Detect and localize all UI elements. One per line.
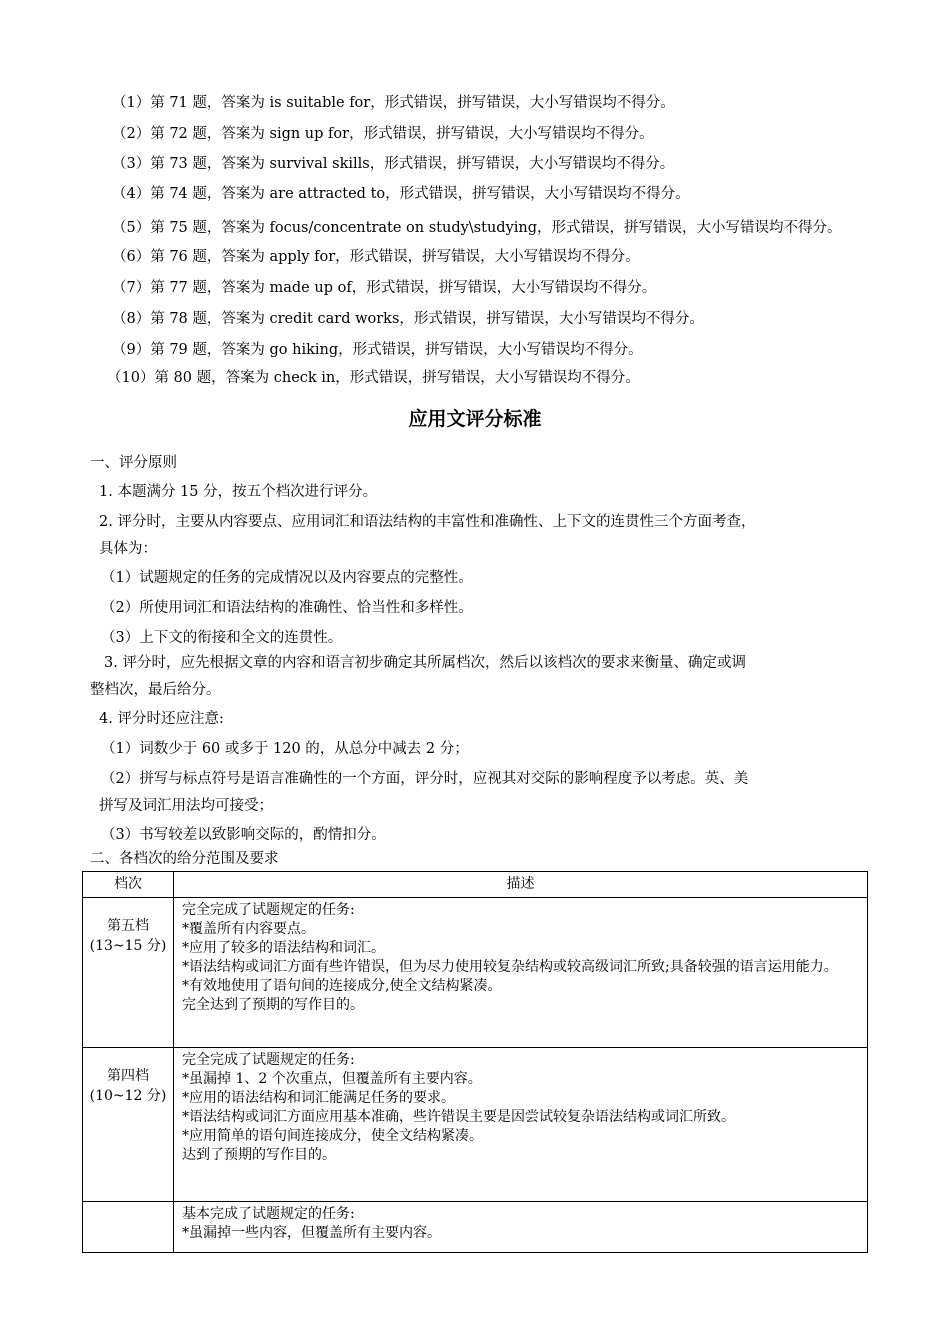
description-line: *虽漏掉一些内容，但覆盖所有主要内容。 [182,1225,441,1241]
principle-3-line2: 整档次，最后给分。 [90,682,221,698]
table-row [83,1202,868,1253]
level-range: (13~15 分) [89,938,167,954]
description-line: *虽漏掉 1、2 个次重点，但覆盖所有主要内容。 [182,1071,482,1087]
principle-4-item2-line2: 拼写及词汇用法均可接受； [99,798,273,814]
description-cell [174,1202,868,1253]
table-header-row [83,872,868,898]
principle-2-line1: 2. 评分时，主要从内容要点、应用词汇和语法结构的丰富性和准确性、上下文的连贯性三个方面考查， [99,514,756,530]
description-line: 达到了预期的写作目的。 [182,1147,336,1163]
level-cell [83,1048,174,1202]
grading-table [82,871,868,1253]
principle-2-item3: （3）上下文的衔接和全文的连贯性。 [101,630,343,646]
description-line: *应用简单的语句间连接成分，使全文结构紧凑。 [182,1128,483,1144]
principle-3-line1: 3. 评分时，应先根据文章的内容和语言初步确定其所属档次，然后以该档次的要求来衡量、确定或调 [104,655,746,671]
level-name: 第四档 [107,1068,149,1084]
answer-line-71: （1）第 71 题，答案为 is suitable for，形式错误，拼写错误，大小写错误均不得分。 [112,95,675,111]
page-title: 应用文评分标准 [408,408,542,430]
principle-2-line2: 具体为： [99,541,157,557]
level-cell [83,1202,174,1253]
principle-4-item3: （3）书写较差以致影响交际的，酌情扣分。 [101,827,386,843]
section2-heading: 二、各档次的给分范围及要求 [90,851,279,867]
answer-line-80: （10）第 80 题，答案为 check in，形式错误，拼写错误，大小写错误均不得分。 [107,370,640,386]
principle-4-item2-line1: （2）拼写与标点符号是语言准确性的一个方面，评分时，应视其对交际的影响程度予以考虑。英、美 [101,771,749,787]
answer-line-73: （3）第 73 题，答案为 survival skills，形式错误，拼写错误，大小写错误均不得分。 [112,156,675,172]
principle-4-item1: （1）词数少于 60 或多于 120 的，从总分中减去 2 分； [101,741,469,757]
principle-4: 4. 评分时还应注意: [99,711,224,727]
description-line: 完全完成了试题规定的任务: [182,902,355,918]
section1-heading: 一、评分原则 [90,455,177,471]
answer-line-78: （8）第 78 题，答案为 credit card works，形式错误，拼写错误，大小写错误均不得分。 [112,311,704,327]
answer-line-77: （7）第 77 题，答案为 made up of，形式错误，拼写错误，大小写错误均不得分。 [112,280,657,296]
answer-line-74: （4）第 74 题，答案为 are attracted to，形式错误，拼写错误，大小写错误均不得分。 [112,186,690,202]
level-name: 第五档 [107,918,149,934]
description-line: *覆盖所有内容要点。 [182,921,315,937]
level-range: (10~12 分) [89,1088,167,1104]
description-line: *语法结构或词汇方面有些许错误，但为尽力使用较复杂结构或较高级词汇所致;具备较强的语言运用能力。 [182,959,838,975]
answer-line-79: （9）第 79 题，答案为 go hiking，形式错误，拼写错误，大小写错误均不得分。 [112,342,643,358]
level-cell [83,898,174,1048]
principle-2-item1: （1）试题规定的任务的完成情况以及内容要点的完整性。 [101,570,473,586]
description-line: *应用的语法结构和词汇能满足任务的要求。 [182,1090,455,1106]
answer-line-72: （2）第 72 题，答案为 sign up for，形式错误，拼写错误，大小写错误均不得分。 [112,126,654,142]
description-cell [174,898,868,1048]
header-description: 描述 [174,872,868,898]
description-line: *语法结构或词汇方面应用基本准确，些许错误主要是因尝试较复杂语法结构或词汇所致。 [182,1109,735,1125]
principle-1: 1. 本题满分 15 分，按五个档次进行评分。 [99,484,378,500]
description-line: *有效地使用了语句间的连接成分,使全文结构紧凑。 [182,978,502,994]
answer-line-76: （6）第 76 题，答案为 apply for，形式错误，拼写错误，大小写错误均不得分。 [112,249,640,265]
table-row [83,898,868,1048]
description-line: 完全达到了预期的写作目的。 [182,997,364,1013]
description-line: 基本完成了试题规定的任务: [182,1206,355,1222]
description-line: *应用了较多的语法结构和词汇。 [182,940,385,956]
answer-line-75: （5）第 75 题，答案为 focus/concentrate on study\studying，形式错误，拼写错误，大小写错误均不得分。 [112,220,842,236]
description-cell [174,1048,868,1202]
table-row [83,1048,868,1202]
header-level: 档次 [83,872,174,898]
principle-2-item2: （2）所使用词汇和语法结构的准确性、恰当性和多样性。 [101,600,473,616]
description-line: 完全完成了试题规定的任务: [182,1052,355,1068]
